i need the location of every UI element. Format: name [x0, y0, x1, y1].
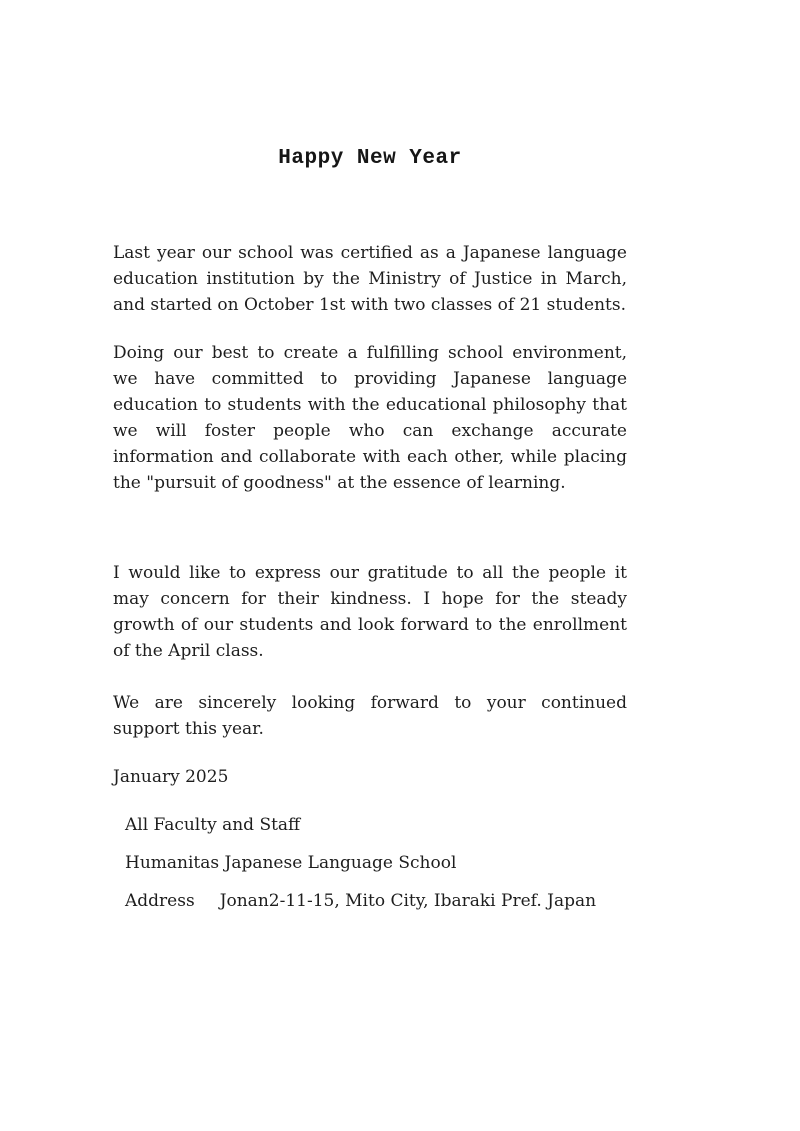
address-label: Address [125, 891, 195, 911]
paragraph-philosophy: Doing our best to create a fulfilling school environment, we have committed to providing Japanese language education to students with the educational philosophy that we will foster people who can exchange accurate information and collaborate with each other, while placing the "pursuit of goodness" at the essence of learning. [113, 343, 627, 493]
signature-sender: All Faculty and Staff [125, 815, 301, 835]
letter-title: Happy New Year [278, 147, 462, 170]
signature-school-name: Humanitas Japanese Language School [125, 853, 457, 873]
letter-date: January 2025 [113, 767, 229, 787]
signature-address-line [125, 888, 627, 914]
paragraph-gratitude: I would like to express our gratitude to all the people it may concern for their kindness. I hope for the steady growth of our students and look forward to the enrollment of the April class. [113, 563, 627, 661]
paragraph-closing: We are sincerely looking forward to your continued support this year. [113, 693, 627, 739]
paragraph-certification: Last year our school was certified as a Japanese language education institution by the Ministry of Justice in March, and started on October 1st with two classes of 21 students. [113, 243, 627, 315]
signature-block [113, 812, 627, 914]
address-value: Jonan2-11-15, Mito City, Ibaraki Pref. Japan [219, 891, 597, 911]
